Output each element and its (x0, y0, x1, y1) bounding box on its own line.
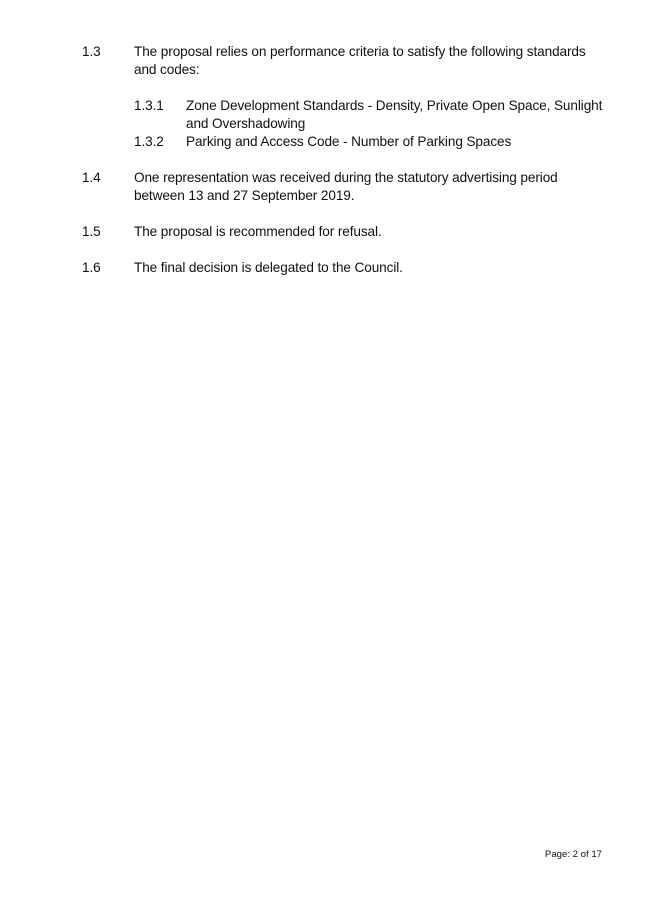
paragraph-number: 1.3.2 (134, 134, 164, 149)
paragraph-text: Parking and Access Code - Number of Parking Spaces (186, 134, 512, 149)
paragraph-number: 1.5 (82, 224, 101, 239)
paragraph-text: The final decision is delegated to the Council. (134, 260, 403, 275)
paragraph-number: 1.3.1 (134, 98, 164, 113)
paragraph-text: Zone Development Standards - Density, Private Open Space, Sunlight and Overshadowing (186, 98, 603, 131)
paragraph-number: 1.6 (82, 260, 101, 275)
paragraph-text: One representation was received during the statutory advertising period between 13 and 27 September 2019. (134, 170, 558, 203)
paragraph-text: The proposal relies on performance criteria to satisfy the following standards and codes: (134, 44, 586, 77)
page-number-footer: Page: 2 of 17 (544, 849, 602, 860)
paragraph-number: 1.4 (82, 170, 101, 185)
paragraph-text: The proposal is recommended for refusal. (134, 224, 382, 239)
paragraph-number: 1.3 (82, 44, 101, 59)
